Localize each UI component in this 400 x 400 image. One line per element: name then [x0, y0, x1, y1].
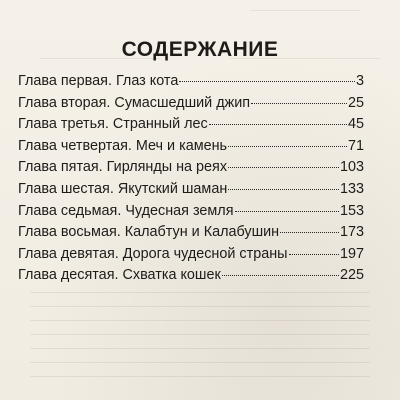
- bleed-through-line: [30, 306, 370, 307]
- toc-dot-leader: [228, 167, 339, 168]
- bleed-through-line: [250, 10, 360, 11]
- toc-entry-page: 173: [339, 224, 364, 241]
- toc-entry: [18, 224, 364, 246]
- table-of-contents: [18, 73, 364, 289]
- toc-entry-page: 3: [355, 73, 364, 89]
- toc-entry: [18, 267, 364, 289]
- toc-dot-leader: [228, 146, 347, 147]
- toc-entry: [18, 73, 364, 95]
- toc-entry-page: 71: [347, 137, 364, 154]
- toc-entry-title: Глава шестая. Якутский шаман: [18, 180, 228, 197]
- toc-dot-leader: [251, 103, 347, 104]
- toc-entry-title: Глава пятая. Гирлянды на реях: [18, 159, 228, 176]
- toc-entry: [18, 95, 364, 117]
- toc-entry: [18, 116, 364, 138]
- toc-dot-leader: [222, 275, 339, 276]
- toc-dot-leader: [280, 232, 339, 233]
- toc-entry: [18, 246, 364, 268]
- toc-entry-page: 133: [339, 180, 364, 197]
- toc-entry-title: Глава первая. Глаз кота: [18, 73, 179, 89]
- page-title: СОДЕРЖАНИЕ: [121, 38, 279, 61]
- toc-dot-leader: [289, 254, 339, 255]
- bleed-through-line: [30, 292, 370, 293]
- toc-entry-title: Глава седьмая. Чудесная земля: [18, 202, 234, 219]
- bleed-through-line: [30, 348, 370, 349]
- toc-entry: [18, 159, 364, 181]
- toc-entry-page: 225: [339, 267, 364, 284]
- toc-entry-page: 153: [339, 202, 364, 219]
- bleed-through-line: [30, 376, 370, 377]
- toc-entry-page: 25: [347, 94, 364, 111]
- toc-entry-title: Глава восьмая. Калабтун и Калабушин: [18, 224, 280, 241]
- bleed-through-line: [30, 362, 370, 363]
- toc-dot-leader: [235, 211, 339, 212]
- toc-entry-title: Глава вторая. Сумасшедший джип: [18, 94, 251, 111]
- toc-dot-leader: [209, 124, 347, 125]
- bleed-through-line: [30, 334, 370, 335]
- toc-entry-page: 103: [339, 159, 364, 176]
- toc-dot-leader: [179, 81, 355, 82]
- toc-entry-page: 45: [347, 116, 364, 133]
- toc-entry-title: Глава десятая. Схватка кошек: [18, 267, 221, 284]
- toc-entry-title: Глава девятая. Дорога чудесной страны: [18, 245, 288, 262]
- toc-entry-title: Глава четвертая. Меч и камень: [18, 137, 228, 154]
- toc-entry: [18, 203, 364, 225]
- toc-entry: [18, 181, 364, 203]
- toc-entry-page: 197: [339, 245, 364, 262]
- toc-dot-leader: [228, 189, 339, 190]
- bleed-through-line: [30, 320, 370, 321]
- toc-entry: [18, 138, 364, 160]
- toc-entry-title: Глава третья. Странный лес: [18, 116, 208, 133]
